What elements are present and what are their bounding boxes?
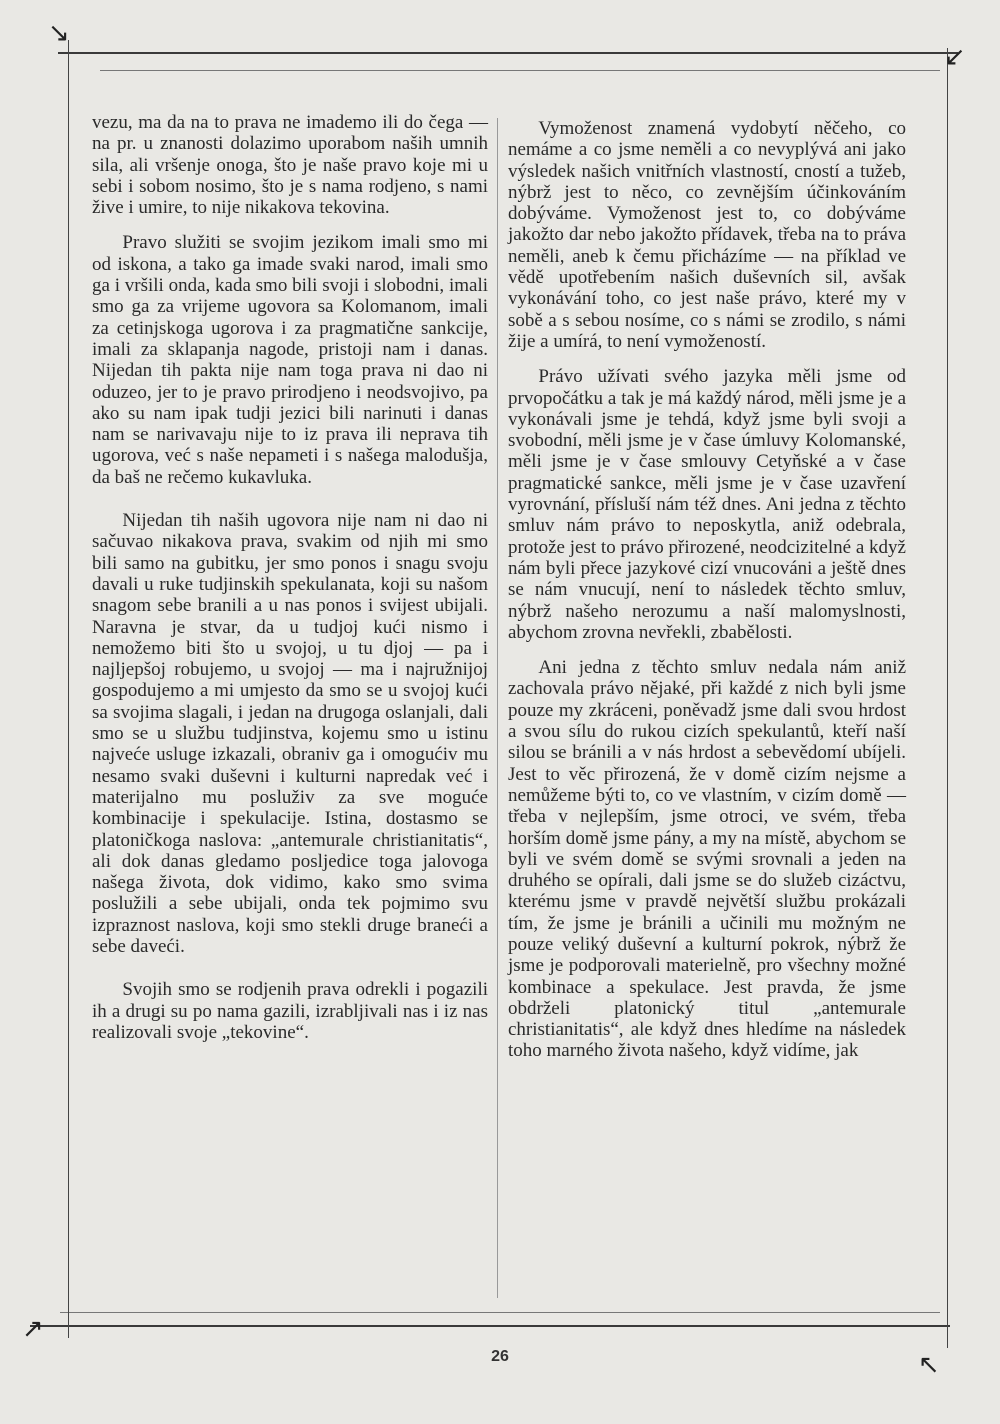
left-paragraph-1: vezu, ma da na to prava ne imademo ili do čega — na pr. u znanosti dolazimo uporabom naših umnih sila, ali vršenje onoga, što je naše pravo koje mi u sebi i sobom nosimo, što je s nama rodjeno, s nami žive i umire, to nije nikakova tekovina. bbox=[92, 112, 488, 219]
frame-inner-bottom-rule bbox=[60, 1312, 940, 1313]
corner-mark-top-left-icon: ↘ bbox=[48, 18, 70, 48]
left-paragraph-4: Svojih smo se rodjenih prava odrekli i pogazili ih a drugi su po nama gazili, izrabljivali nas i iz nas realizovali svoje „tekovine“. bbox=[92, 979, 488, 1043]
right-paragraph-3: Ani jedna z těchto smluv nedala nám aniž zachovala právo nějaké, při každé z nich byli jsme pouze my zkráceni, poněvadž jsme dali svou hrdost a svou sílu do rukou cizích spekulantů, kteří naší silou se bránili a v nás hrdost a sebevědomí ubíjeli. Jest to věc přirozená, že v domě cizím nejsme a nemůžeme býti to, co ve vlastním, v cizím domě — třeba v nejlepším, jsme otroci, ve svém, třeba horším domě jsme pány, a my na místě, abychom se byli ve svém domě se svými srovnali a jeden na druhého se opírali, dali jsme se do služeb cizáctvu, kterému jsme v pravdě největší službu prokázali tím, že jsme je bránili a učinili mu možným ne pouze veliký duševní a kulturní pokrok, nýbrž že jsme je podporovali materielně, pro všechny možné kombinace a spekulace. Jest pravda, že jsme obdrželi platonický titul „antemurale christianitatis“, ale když dnes hledíme na následek toho marného života našeho, když vidíme, jak bbox=[508, 657, 906, 1062]
left-paragraph-2: Pravo služiti se svojim jezikom imali smo mi od iskona, a tako ga imade svaki narod, imali smo ga i vršili onda, kada smo bili svoji i slobodni, imali smo ga za vrijeme ugovora sa Kolomanom, imali za cetinjskoga ugorova i za pragmatične sankcije, imali za sklapanja nagode, pristoji nam i danas. Nijedan tih pakta nije nam toga prava ni dao ni oduzeo, jer to je pravo prirodjeno i neodsvojivo, pa ako su nam ipak tudji jezici bili narinuti i danas nam se narivavaju nije to iz prava ili neprava tih ugorova, već s naše nepameti i s našega malodušja, da baš ne rečemo kukavluka. bbox=[92, 232, 488, 488]
right-paragraph-1: Vymoženost znamená vydobytí něčeho, co nemáme a co jsme neměli a co nevyplývá ani jako výsledek našich vnitřních vlastností, cností a tužeb, nýbrž jest to něco, co zevnějším účinkováním dobýváme. Vymoženost jest to, co dobýváme jakožto dar nebo jakožto přídavek, třeba na to práva neměli, aneb k čemu přicházíme — na příklad ve vědě upotřebením našich duševních sil, avšak vykonávání toho, co jest naše právo, které my v sobě a s sebou nosíme, co s námi se zrodilo, s námi žije a umírá, to není vymožeností. bbox=[508, 118, 906, 352]
page-number: 26 bbox=[491, 1348, 509, 1365]
frame-right-rule bbox=[947, 48, 948, 1348]
frame-inner-top-rule bbox=[100, 70, 940, 71]
frame-bottom-rule bbox=[30, 1325, 950, 1327]
column-divider bbox=[497, 118, 498, 1298]
frame-top-rule bbox=[58, 52, 958, 54]
right-column bbox=[508, 118, 906, 1062]
corner-mark-bottom-left-icon: ↗ bbox=[22, 1314, 44, 1344]
corner-mark-top-right-icon: ↙ bbox=[944, 42, 966, 72]
frame-left-rule bbox=[68, 40, 69, 1338]
right-paragraph-2: Právo užívati svého jazyka měli jsme od prvopočátku a tak je má každý národ, měli jsme je a vykonávali jsme je tehdá, když jsme byli svoji a svobodní, měli jsme je v čase úmluvy Kolomanské, měli jsme je v čase smlouvy Cetyňské a v čase pragmatické sankce, měli jsme je v čase uzavření vyrovnání, přísluší nám též dnes. Ani jedna z těchto smluv nám právo to neposkytla, aniž odebrala, protože jest to právo přirozené, neodcizitelné a když nám byli přece jazykové cizí vnucováni a ještě dnes se nám vnucují, není to následek těchto smluv, nýbrž našeho nerozumu a naší malomyslnosti, abychom zrovna nevřekli, zbabělosti. bbox=[508, 366, 906, 643]
left-paragraph-3: Nijedan tih naših ugovora nije nam ni dao ni sačuvao nikakova prava, svakim od njih mi smo bili samo na gubitku, jer smo ponos i snagu svoju davali u ruke tudjinskih spekulanata, koji su našom snagom sebe branili a u nas ponos i svijest ubijali. Naravna je stvar, da u tudjoj kući nismo i nemožemo biti što u svojoj, u tu djoj — pa i najljepšoj robujemo, u svojoj — ma i najružnijoj gospodujemo a mi umjesto da smo se u svojoj kući sa svojima slagali, i jedan na drugoga oslanjali, dali smo se u službu tudjinstva, kojemu smo u istinu najveće usluge izkazali, obraniv ga i omogućiv mu nesamo svaki duševni i kulturni napredak već i materijalno mu posluživ za sve moguće kombinacije i spekulacije. Istina, dostasmo se platoničkoga naslova: „antemurale christianitatis“, ali dok danas gledamo posljedice toga jalovoga našega života, dok vidimo, kako smo svima poslužili a sebe ubijali, onda tek pojmimo svu izpraznost naslova, koji smo stekli druge braneći a sebe daveći. bbox=[92, 510, 488, 957]
left-column bbox=[92, 112, 488, 1043]
corner-mark-bottom-right-icon: ↖ bbox=[918, 1350, 940, 1380]
